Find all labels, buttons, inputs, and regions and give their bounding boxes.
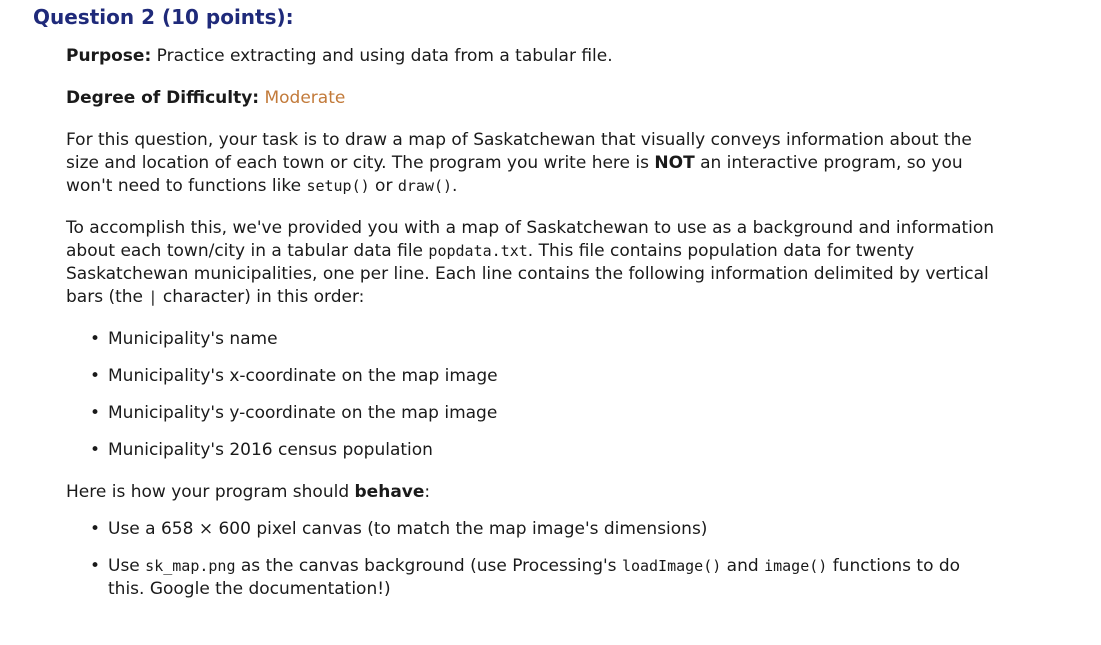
behave-text-b: : (424, 482, 431, 502)
bullet-icon: • (90, 329, 101, 349)
behaviour-background-text-d: functions to do this. Google the documentation!) (108, 556, 961, 599)
code-setup: setup() (306, 177, 370, 195)
code-image: image() (764, 557, 828, 575)
field-x-coordinate: Municipality's x-coordinate on the map image (108, 366, 498, 386)
code-loadimage: loadImage() (621, 557, 722, 575)
list-item (66, 328, 1001, 351)
task-text-d: . (452, 176, 458, 196)
difficulty-label: Degree of Difficulty: (66, 88, 260, 108)
task-text-a: For this question, your task is to draw a map of Saskatchewan that visually conveys information about the size and location of each town or city. The program you write here is (66, 130, 972, 173)
task-text-c: or (369, 176, 398, 196)
question-content (66, 45, 1001, 615)
purpose-text: Practice extracting and using data from a tabular file. (156, 46, 613, 66)
purpose-label: Purpose: (66, 46, 152, 66)
purpose-paragraph (66, 45, 1001, 68)
data-text-a: To accomplish this, we've provided you with a map of Saskatchewan to use as a background and information about each town/city in a tabular data file (66, 218, 995, 261)
task-text-b: an interactive program, so you won't need to functions like (66, 153, 963, 196)
task-paragraph (66, 129, 1001, 198)
behaviour-list (66, 518, 1001, 601)
behaviour-background-text-c: and (721, 556, 765, 576)
code-vertical-bar: | (148, 288, 158, 306)
list-item (66, 365, 1001, 388)
data-text-c: character) in this order: (157, 287, 365, 307)
question-heading: Question 2 (10 points): (33, 5, 294, 29)
list-item (66, 518, 1001, 541)
bullet-icon: • (90, 519, 101, 539)
field-population: Municipality's 2016 census population (108, 440, 433, 460)
behave-emphasis: behave (354, 482, 425, 502)
list-item (66, 402, 1001, 425)
field-y-coordinate: Municipality's y-coordinate on the map image (108, 403, 498, 423)
difficulty-value: Moderate (264, 88, 346, 108)
code-popdata-file: popdata.txt (428, 242, 528, 260)
behave-paragraph (66, 481, 1001, 504)
code-sk-map-file: sk_map.png (145, 557, 236, 575)
code-draw: draw() (397, 177, 453, 195)
fields-list (66, 328, 1001, 462)
bullet-icon: • (90, 403, 101, 423)
task-not-emphasis: NOT (654, 153, 695, 173)
bullet-icon: • (90, 440, 101, 460)
behave-text-a: Here is how your program should (66, 482, 355, 502)
data-file-paragraph (66, 217, 1001, 309)
list-item (66, 555, 1001, 601)
behaviour-canvas-size: Use a 658 × 600 pixel canvas (to match the map image's dimensions) (108, 519, 708, 539)
difficulty-paragraph (66, 87, 1001, 110)
behaviour-background-text-a: Use (108, 556, 146, 576)
list-item (66, 439, 1001, 462)
bullet-icon: • (90, 366, 101, 386)
field-name: Municipality's name (108, 329, 278, 349)
data-text-b: . This file contains population data for twenty Saskatchewan municipalities, one per line. Each line contains the following information delimited by vertical bars (the (66, 241, 989, 307)
bullet-icon: • (90, 556, 101, 576)
behaviour-background-text-b: as the canvas background (use Processing's (235, 556, 622, 576)
